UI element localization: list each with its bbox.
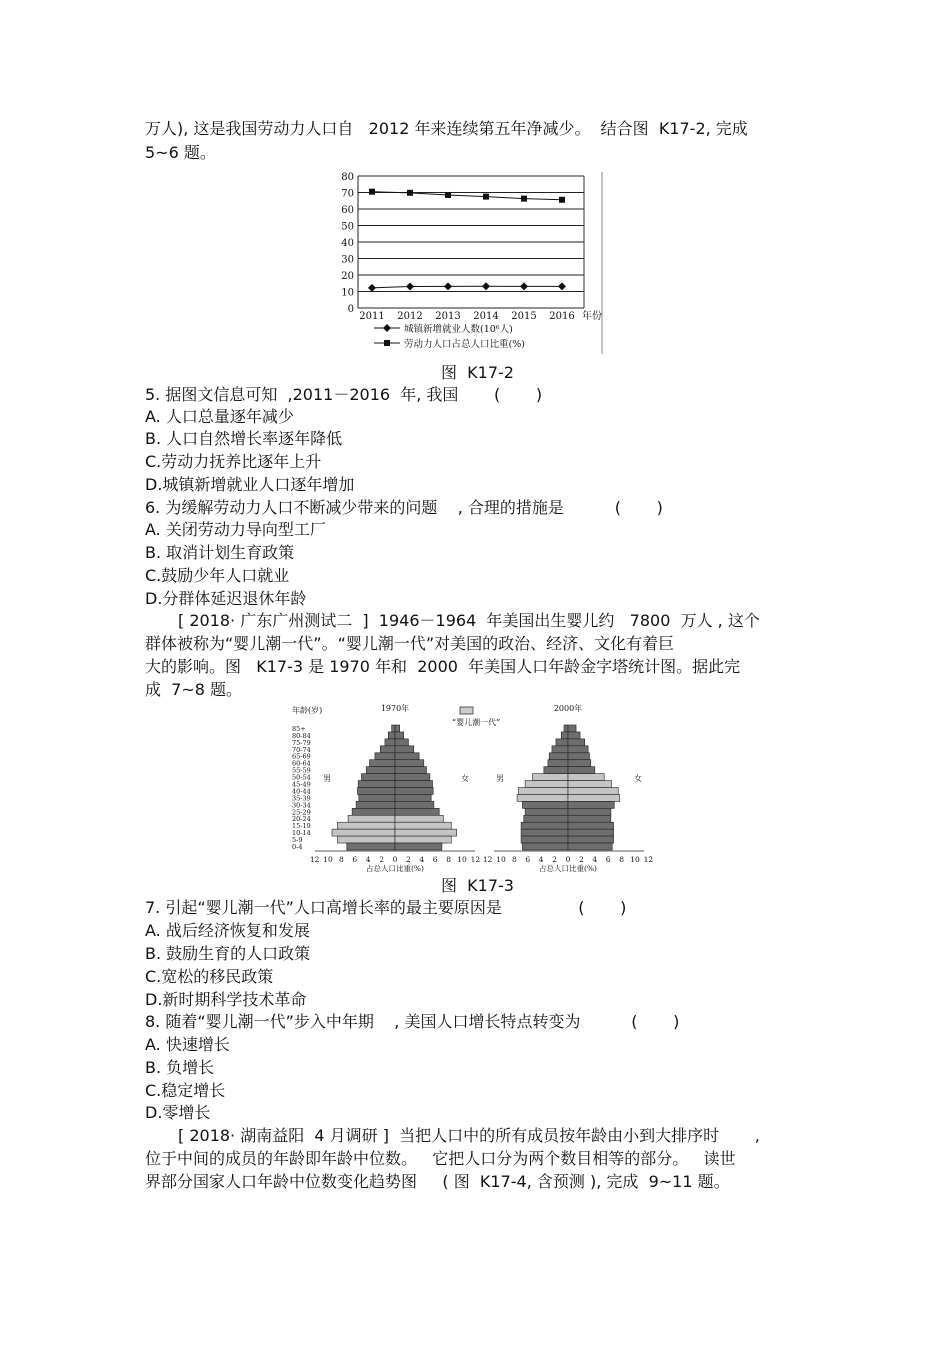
q5-option-a: A. 人口总量逐年减少 (145, 407, 294, 426)
y-tick-label: 60 (341, 205, 354, 216)
x-tick-label: 10 (630, 855, 640, 864)
age-group-label: 15-19 (292, 822, 311, 831)
q6-option-c: C.鼓励少年人口就业 (145, 566, 290, 585)
passage2-line-2: 群体被称为“婴儿潮一代”。“婴儿潮一代”对美国的政治、经济、文化有着巨 (145, 634, 675, 653)
age-group-label: 30-34 (292, 801, 311, 810)
passage2-line-1: [ 2018· 广东广州测试二 ] 1946－1964 年美国出生婴儿约 7800 万人 , 这个 (178, 611, 760, 630)
bar-male (548, 760, 568, 767)
x-tick-label: 8 (619, 855, 624, 864)
legend-label-1: 劳动力人口占总人口比重(%) (404, 339, 525, 350)
legend-label: “婴儿潮一代” (452, 718, 501, 727)
data-point-square (521, 196, 527, 202)
age-group-label: 10-14 (292, 829, 311, 838)
x-tick-label: 10 (323, 855, 333, 864)
bar-female (395, 767, 426, 774)
panel-title: 2000年 (553, 704, 583, 713)
bar-male (552, 746, 568, 753)
data-point-diamond (482, 282, 490, 290)
y-tick-label: 40 (341, 238, 354, 249)
x-tick-label: 2015 (511, 311, 537, 322)
data-point-diamond (406, 283, 414, 291)
passage3-line-2: 位于中间的成员的年龄即年龄中位数。 它把人口分为两个数目相等的部分。 读世 (145, 1149, 736, 1168)
legend-label-0: 城镇新增就业人数(10⁶人) (404, 324, 513, 335)
x-axis-label: 年份 (582, 311, 602, 322)
bar-female (568, 815, 611, 822)
bar-female (568, 725, 576, 732)
x-tick-label: 2013 (435, 311, 461, 322)
q8-option-a: A. 快速增长 (145, 1035, 230, 1054)
x-tick-label: 6 (525, 855, 531, 864)
x-tick-label: 8 (446, 855, 451, 864)
bar-female (568, 739, 585, 746)
bar-female (395, 781, 433, 788)
y-tick-label: 0 (347, 304, 354, 315)
bar-male (549, 753, 568, 760)
data-point-square (407, 190, 413, 196)
figure-k17-2 (340, 172, 604, 354)
bar-male (532, 774, 568, 781)
bar-female (395, 843, 442, 850)
passage3-line-1: [ 2018· 湖南益阳 4 月调研 ] 当把人口中的所有成员按年龄由小到大排序时 , (178, 1126, 760, 1145)
bar-female (395, 788, 433, 795)
y-tick-label: 30 (341, 254, 354, 266)
bar-female (395, 732, 404, 739)
x-tick-label: 2 (552, 855, 557, 864)
x-tick-label: 8 (512, 855, 517, 864)
x-tick-label: 4 (592, 855, 598, 864)
line-chart (340, 172, 604, 354)
q8-option-d: D.零增长 (145, 1103, 211, 1122)
x-tick-label: 6 (605, 855, 611, 864)
legend-marker-diamond (383, 324, 391, 332)
bar-male (544, 767, 568, 774)
x-tick-label: 4 (419, 855, 425, 864)
x-tick-label: 2 (379, 855, 384, 864)
bar-female (395, 760, 424, 767)
x-axis-title: 占总人口比重(%) (366, 864, 424, 873)
data-point-diamond (368, 284, 376, 292)
bar-male (524, 815, 568, 822)
panel-title: 1970年 (380, 704, 410, 713)
x-tick-label: 6 (432, 855, 438, 864)
bar-male (525, 781, 568, 788)
passage2-line-3: 大的影响。图 K17-3 是 1970 年和 2000 年美国人口年龄金字塔统计图。据此完 (145, 657, 741, 676)
bar-male (337, 836, 395, 843)
x-tick-label: 2012 (397, 311, 423, 322)
x-tick-label: 12 (470, 855, 481, 864)
q5-option-c: C.劳动力抚养比逐年上升 (145, 452, 322, 471)
figure-k17-2-caption: 图 K17-2 (441, 363, 514, 382)
q7-option-b: B. 鼓励生育的人口政策 (145, 944, 311, 963)
bar-male (370, 760, 395, 767)
bar-male (556, 739, 568, 746)
figure-k17-3 (290, 703, 654, 873)
bar-female (568, 843, 612, 850)
pyramid-chart (290, 703, 654, 873)
age-group-label: 60-64 (292, 759, 311, 768)
q6-stem: 6. 为缓解劳动力人口不断减少带来的问题 , 合理的措施是 ( ) (145, 498, 663, 517)
age-group-label: 75-79 (292, 738, 311, 747)
q6-option-b: B. 取消计划生育政策 (145, 543, 295, 562)
x-tick-label: 2016 (549, 311, 575, 322)
data-point-diamond (558, 282, 566, 290)
bar-female (395, 739, 408, 746)
bar-female (568, 808, 611, 815)
age-group-label: 55-59 (292, 766, 311, 775)
y-tick-label: 80 (341, 172, 354, 183)
x-tick-label: 2 (579, 855, 584, 864)
bar-male (521, 829, 568, 836)
q5-option-d: D.城镇新增就业人口逐年增加 (145, 475, 355, 494)
q8-stem: 8. 随着“婴儿潮一代”步入中年期 , 美国人口增长特点转变为 ( ) (145, 1012, 680, 1031)
x-tick-label: 10 (496, 855, 506, 864)
bar-male (362, 774, 396, 781)
q8-option-c: C.稳定增长 (145, 1081, 226, 1100)
bar-female (568, 788, 618, 795)
passage2-line-4: 成 7~8 题。 (145, 680, 243, 699)
bar-male (332, 829, 395, 836)
bar-female (568, 760, 591, 767)
male-label: 男 (323, 774, 331, 783)
bar-male (357, 788, 395, 795)
bar-female (568, 781, 612, 788)
intro-line-1: 万人), 这是我国劳动力人口自 2012 年来连续第五年净减少。 结合图 K17-2, 完成 (145, 119, 748, 138)
age-group-label: 25-29 (292, 808, 311, 817)
bar-female (568, 753, 589, 760)
age-group-label: 40-44 (292, 787, 311, 796)
q5-stem: 5. 据图文信息可知 ,2011－2016 年, 我国 ( ) (145, 385, 543, 404)
bar-female (395, 725, 400, 732)
passage3-line-3: 界部分国家人口年龄中位数变化趋势图 ( 图 K17-4, 含预测 ), 完成 9~11 题。 (145, 1172, 730, 1191)
bar-male (522, 801, 568, 808)
bar-male (522, 843, 568, 850)
bar-female (395, 822, 451, 829)
x-tick-label: 0 (392, 855, 398, 864)
bar-male (521, 822, 568, 829)
bar-female (395, 815, 443, 822)
x-tick-label: 8 (339, 855, 344, 864)
bar-female (568, 767, 595, 774)
age-group-label: 65-69 (292, 752, 311, 761)
q7-option-c: C.宽松的移民政策 (145, 967, 274, 986)
bar-male (348, 815, 395, 822)
figure-k17-3-caption: 图 K17-3 (441, 876, 514, 895)
x-tick-label: 2011 (359, 311, 385, 322)
age-group-label: 0-4 (292, 843, 303, 851)
y-tick-label: 10 (341, 287, 354, 299)
age-group-label: 85+ (292, 724, 306, 733)
intro-line-2: 5~6 题。 (145, 143, 216, 162)
bar-female (568, 794, 620, 801)
bar-male (385, 739, 395, 746)
data-point-square (483, 194, 489, 200)
bar-male (375, 753, 395, 760)
bar-female (568, 801, 614, 808)
age-group-label: 5-9 (292, 836, 303, 845)
x-tick-label: 12 (482, 855, 493, 864)
age-group-label: 35-39 (292, 794, 311, 803)
bar-female (568, 829, 614, 836)
bar-male (356, 801, 395, 808)
bar-male (517, 794, 568, 801)
female-label: 女 (461, 774, 469, 783)
q5-option-b: B. 人口自然增长率逐年降低 (145, 429, 343, 448)
bar-male (518, 788, 568, 795)
x-tick-label: 0 (565, 855, 571, 864)
male-label: 男 (496, 774, 504, 783)
bar-female (395, 829, 457, 836)
bar-male (337, 822, 395, 829)
x-tick-label: 4 (365, 855, 371, 864)
x-tick-label: 10 (457, 855, 467, 864)
q7-option-a: A. 战后经济恢复和发展 (145, 921, 310, 940)
y-axis-title: 年龄(岁) (292, 706, 323, 715)
data-point-square (559, 197, 565, 203)
x-tick-label: 6 (352, 855, 358, 864)
x-tick-label: 2014 (473, 311, 499, 322)
q8-option-b: B. 负增长 (145, 1058, 215, 1077)
bar-female (568, 774, 604, 781)
bar-female (395, 808, 439, 815)
bar-male (380, 746, 395, 753)
data-point-square (445, 192, 451, 198)
bar-female (395, 746, 414, 753)
x-axis-title: 占总人口比重(%) (539, 864, 597, 873)
legend-swatch (460, 707, 473, 714)
y-tick-label: 20 (341, 271, 354, 282)
bar-male (366, 767, 395, 774)
x-tick-label: 12 (309, 855, 320, 864)
legend-marker-square (384, 340, 390, 346)
bar-female (395, 794, 431, 801)
bar-female (395, 801, 434, 808)
y-tick-label: 70 (341, 188, 354, 200)
q6-option-d: D.分群体延迟退休年龄 (145, 589, 307, 608)
age-group-label: 70-74 (292, 745, 311, 754)
data-point-diamond (444, 282, 452, 290)
x-tick-label: 2 (406, 855, 411, 864)
data-point-square (369, 189, 375, 195)
bar-male (359, 794, 395, 801)
q7-option-d: D.新时期科学技术革命 (145, 990, 307, 1009)
age-group-label: 80-84 (292, 731, 311, 740)
q7-stem: 7. 引起“婴儿潮一代”人口高增长率的最主要原因是 ( ) (145, 898, 627, 917)
bar-male (358, 781, 395, 788)
bar-male (521, 836, 568, 843)
q6-option-a: A. 关闭劳动力导向型工厂 (145, 520, 326, 539)
bar-male (347, 843, 395, 850)
bar-female (395, 774, 430, 781)
age-group-label: 45-49 (292, 780, 311, 789)
x-tick-label: 4 (538, 855, 544, 864)
female-label: 女 (634, 774, 642, 783)
bar-male (561, 732, 568, 739)
y-tick-label: 50 (341, 221, 354, 233)
bar-female (568, 836, 614, 843)
series-line-0 (372, 286, 562, 288)
bar-male (525, 808, 568, 815)
bar-male (388, 732, 395, 739)
data-point-diamond (520, 282, 528, 290)
bar-female (568, 732, 580, 739)
bar-male (564, 725, 568, 732)
x-tick-label: 12 (643, 855, 654, 864)
bar-male (352, 808, 395, 815)
bar-male (392, 725, 395, 732)
bar-female (568, 746, 588, 753)
age-group-label: 20-24 (292, 815, 311, 824)
age-group-label: 50-54 (292, 773, 311, 782)
bar-female (568, 822, 614, 829)
bar-female (395, 753, 419, 760)
bar-female (395, 836, 451, 843)
